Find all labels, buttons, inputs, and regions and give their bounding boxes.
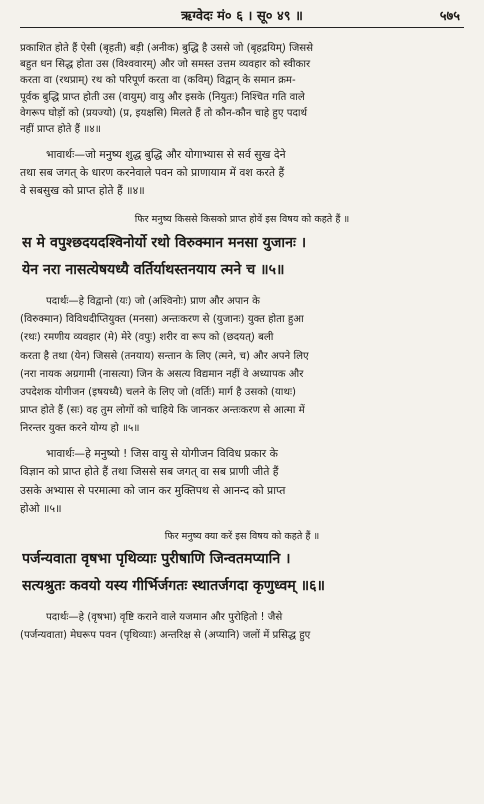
padarth-line: (विरुक्मान) विविधदीप्तियुक्त (मनसा) अन्तःकरण से (युजानः) युक्त होता हुआ — [20, 314, 304, 325]
mantra-line: येन नरा नासत्येषयध्यै वर्तिर्याथस्तनयाय त्मने च ॥५॥ — [22, 262, 285, 278]
text-line: प्रकाशित होते हैं ऐसी (बृहती) बड़ी (अनीक) बुद्धि है उससे जो (बृहद्रयिम्) जिससे — [20, 43, 314, 54]
intro-line: फिर मनुष्य किससे किसको प्राप्त होवें इस विषय को कहते हैं ॥ — [134, 214, 350, 225]
text-line: नहीं प्राप्त होते हैं ॥४॥ — [20, 124, 101, 135]
mantra-line: सत्यश्रुतः कवयो यस्य गीर्भिर्जगतः स्थातर्जगदा कृणुध्वम् ॥६॥ — [22, 578, 326, 594]
text-line: बहुत धन सिद्ध होता उस (विश्ववारम्) और जो समस्त उत्तम व्यवहार को स्वीकार — [20, 59, 311, 70]
text-line: पूर्वक बुद्धि प्राप्त होती उस (वायुम्) वायु और इसके (नियुतः) निश्चित गति वाले — [20, 92, 305, 103]
bhavarth-line: विज्ञान को प्राप्त होते हैं तथा जिससे सब जगत् वा सब प्राणी जीते हैं — [20, 465, 279, 478]
padarth-line: (रथः) रमणीय व्यवहार (मे) मेरे (वपुः) शरीर वा रूप को (छदयत्) बली — [20, 332, 274, 343]
padarth-line: पदार्थः—हे (वृषभा) वृष्टि कराने वाले यजमान और पुरोहितो ! जैसे — [46, 612, 283, 623]
mantra-line: पर्जन्यवाता वृषभा पृथिव्याः पुरीषाणि जिन्वतमप्यानि । — [22, 551, 291, 567]
padarth-line: प्राप्त होते हैं (सः) वह तुम लोगों को चाहिये कि जानकर अन्तःकरण से आत्मा में — [20, 405, 305, 416]
padarth-line: करता है तथा (येन) जिससे (तनयाय) सन्तान के लिए (त्मने, च) और अपने लिए — [20, 351, 309, 362]
bhavarth-line: भावार्थः—जो मनुष्य शुद्ध बुद्धि और योगाभ्यास से सर्व सुख देने — [46, 148, 286, 161]
header-rule — [20, 27, 464, 28]
text-line: वेगरूप घोड़ों को (प्रयज्यो) (प्र, इयक्षसि) मिलते हैं तो कौन-कौन चाहे हुए पदार्थ — [20, 108, 308, 119]
bhavarth-line: वे सबसुख को प्राप्त होते हैं ॥४॥ — [20, 184, 145, 197]
mantra-line: स मे वपुश्छदयदश्विनोर्यो रथो विरुक्मान मनसा युजानः । — [22, 235, 307, 251]
padarth-line: (पर्जन्यवाता) मेघरूप पवन (पृथिव्याः) अन्तरिक्ष से (अप्यानि) जलों में प्रसिद्ध हुए — [20, 630, 311, 641]
padarth-line: उपदेशक योगीजन (इषयध्यै) चलने के लिए जो (वर्तिः) मार्ग है उसको (याथः) — [20, 387, 296, 398]
bhavarth-line: भावार्थः—हे मनुष्यो ! जिस वायु से योगीजन विविध प्रकार के — [46, 447, 278, 460]
padarth-line: पदार्थः—हे विद्वानो (यः) जो (अश्विनोः) प्राण और अपान के — [46, 296, 260, 307]
text-line: करता वा (रथप्राम्) रथ को परिपूर्ण करता वा (कविम्) विद्वान् के समान क्रम- — [20, 75, 296, 86]
bhavarth-line: तथा सब जगत् के धारण करनेवाले पवन को प्राणायाम में वश करते हैं — [20, 166, 285, 179]
page-number: ५७५ — [439, 9, 460, 24]
bhavarth-line: उसके अभ्यास से परमात्मा को जान कर मुक्तिपथ से आनन्द को प्राप्त — [20, 484, 286, 497]
bhavarth-line: होओ ॥५॥ — [20, 502, 62, 515]
padarth-line: (नरा नायक अग्रगामी (नासत्या) जिन के असत्य विद्यमान नहीं वे अध्यापक और — [20, 369, 304, 380]
running-header — [0, 6, 484, 26]
padarth-line: निरन्तर युक्त करने योग्य हो ॥५॥ — [20, 423, 140, 434]
running-title: ऋग्वेदः मं० ६ । सू० ४९ ॥ — [181, 9, 303, 24]
intro-line: फिर मनुष्य क्या करें इस विषय को कहते हैं ॥ — [164, 531, 320, 542]
